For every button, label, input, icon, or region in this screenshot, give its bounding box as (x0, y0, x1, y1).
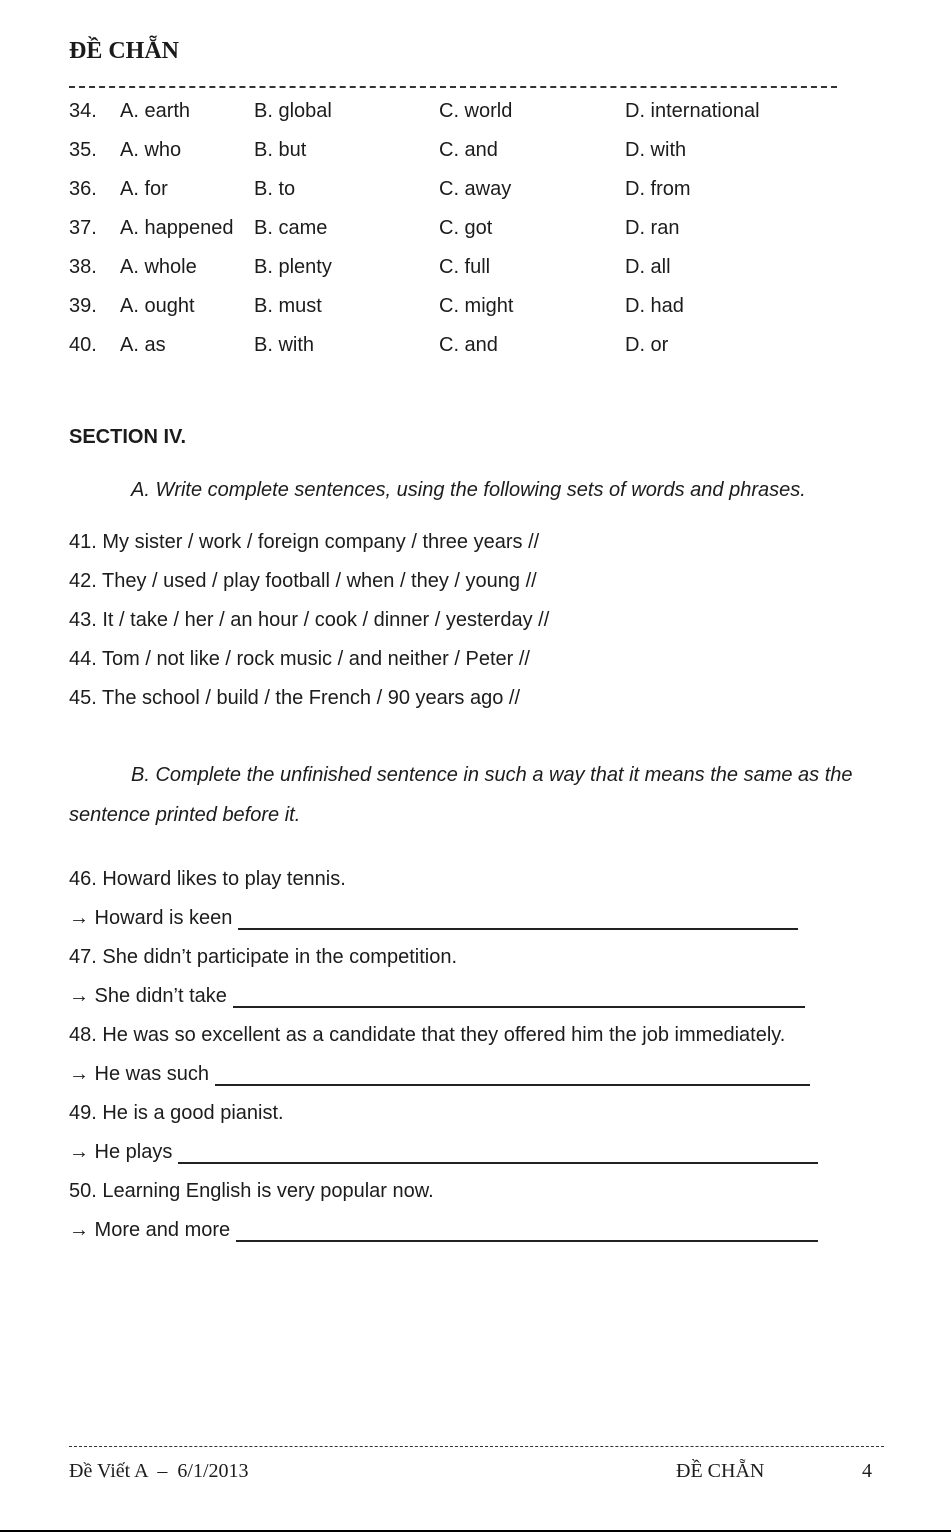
page-title: ĐỀ CHẴN (69, 38, 180, 64)
question-number: 36. (69, 178, 97, 200)
sentence-prompt: 43. It / take / her / an hour / cook / dinner / yesterday // (69, 609, 550, 631)
option-d: D. had (625, 295, 684, 317)
footer-divider (69, 1446, 884, 1447)
part-a-instruction: A. Write complete sentences, using the following sets of words and phrases. (131, 479, 806, 501)
option-a: A. earth (120, 100, 191, 122)
rewrite-prompt: 48. He was so excellent as a candidate that they offered him the job immediately. (69, 1024, 786, 1046)
option-c: C. and (439, 334, 498, 356)
option-b: B. plenty (254, 256, 332, 278)
option-c: C. might (439, 295, 514, 317)
answer-stem: → She didn’t take (69, 985, 227, 1007)
option-b: B. with (254, 334, 315, 356)
question-number: 37. (69, 217, 97, 239)
section-heading: SECTION IV. (69, 426, 187, 448)
rewrite-prompt: 46. Howard likes to play tennis. (69, 868, 346, 890)
option-a: A. who (120, 139, 182, 161)
rewrite-prompt: 50. Learning English is very popular now. (69, 1180, 434, 1202)
answer-stem: → He was such (69, 1063, 210, 1085)
option-a: A. whole (120, 256, 197, 278)
option-c: C. and (439, 139, 498, 161)
sentence-prompt: 45. The school / build / the French / 90 years ago // (69, 687, 521, 709)
question-number: 39. (69, 295, 97, 317)
option-b: B. to (254, 178, 296, 200)
answer-blank[interactable] (236, 1222, 818, 1242)
answer-stem: → More and more (69, 1219, 231, 1241)
part-b-instruction: B. Complete the unfinished sentence in such a way that it means the same as the (131, 764, 853, 786)
option-d: D. ran (625, 217, 680, 239)
answer-blank[interactable] (215, 1066, 810, 1086)
question-number: 35. (69, 139, 97, 161)
option-a: A. ought (120, 295, 195, 317)
question-number: 38. (69, 256, 97, 278)
part-b-instruction-cont: sentence printed before it. (69, 804, 301, 826)
option-b: B. but (254, 139, 307, 161)
answer-row (69, 1219, 818, 1242)
page-bottom-edge (0, 1530, 951, 1532)
rewrite-prompt: 47. She didn’t participate in the competition. (69, 946, 458, 968)
page-number: 4 (862, 1460, 872, 1482)
option-c: C. world (439, 100, 513, 122)
sentence-prompt: 41. My sister / work / foreign company / three years // (69, 531, 540, 553)
option-c: C. got (439, 217, 493, 239)
sentence-prompt: 42. They / used / play football / when / they / young // (69, 570, 537, 592)
option-b: B. came (254, 217, 328, 239)
answer-blank[interactable] (178, 1144, 818, 1164)
answer-row (69, 985, 805, 1008)
option-d: D. with (625, 139, 687, 161)
option-a: A. as (120, 334, 166, 356)
option-b: B. must (254, 295, 322, 317)
header-divider (69, 86, 837, 88)
option-d: D. or (625, 334, 669, 356)
option-c: C. away (439, 178, 512, 200)
option-a: A. for (120, 178, 168, 200)
answer-stem: → He plays (69, 1141, 173, 1163)
answer-blank[interactable] (238, 910, 798, 930)
option-a: A. happened (120, 217, 234, 239)
option-d: D. from (625, 178, 691, 200)
option-d: D. international (625, 100, 760, 122)
footer-left: Đề Viết A – 6/1/2013 (69, 1460, 249, 1482)
rewrite-prompt: 49. He is a good pianist. (69, 1102, 284, 1124)
answer-blank[interactable] (233, 988, 805, 1008)
option-d: D. all (625, 256, 671, 278)
answer-row (69, 907, 798, 930)
footer-center: ĐỀ CHẴN (676, 1460, 765, 1482)
question-number: 40. (69, 334, 97, 356)
option-b: B. global (254, 100, 332, 122)
option-c: C. full (439, 256, 491, 278)
answer-row (69, 1063, 810, 1086)
sentence-prompt: 44. Tom / not like / rock music / and neither / Peter // (69, 648, 530, 670)
answer-stem: → Howard is keen (69, 907, 233, 929)
question-number: 34. (69, 100, 97, 122)
answer-row (69, 1141, 818, 1164)
